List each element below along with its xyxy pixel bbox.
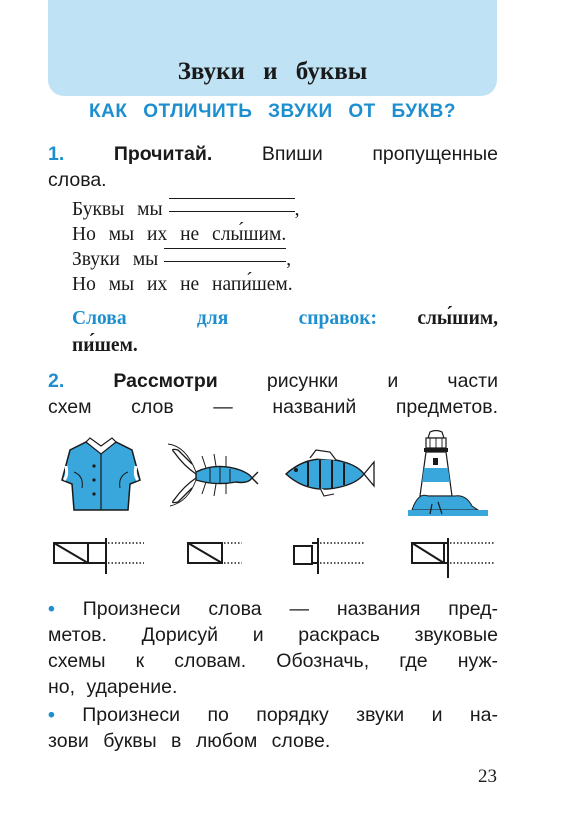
crayfish-icon — [166, 442, 260, 508]
task-2-lead: Рассмотри — [113, 370, 218, 392]
poem — [72, 197, 299, 297]
reference-word-2: пи́шем. — [72, 335, 138, 356]
task-2-number: 2. — [48, 370, 65, 392]
sound-scheme-3[interactable] — [292, 537, 366, 575]
task-2-text-cont: схем слов — названий предметов. — [48, 396, 498, 418]
bullet-instruction-1: • Произнеси слова — названия пред- метов. Дорисуй и раскрась звуковые схемы к словам. Обозначь, где нуж- но, ударение. — [48, 598, 498, 698]
sound-scheme-2[interactable] — [186, 540, 244, 570]
task-2-instruction — [48, 368, 498, 420]
coat-icon — [58, 436, 144, 516]
poem-line-3: Звуки мы , — [72, 249, 292, 270]
poem-line-2: Но мы их не слы́шим. — [72, 224, 287, 245]
task-1-lead: Прочитай. — [113, 143, 213, 165]
bullet-dot-icon: • — [48, 598, 55, 620]
task-1-text: Впиши пропущенные — [261, 143, 498, 165]
bullet-dot-icon: • — [48, 704, 55, 726]
poem-line-1: Буквы мы , — [72, 199, 300, 220]
task-1-text-cont: слова. — [48, 169, 107, 191]
bullet-instruction-2: • Произнеси по порядку звуки и на- зови буквы в любом слове. — [48, 704, 498, 752]
lighthouse-icon — [408, 430, 488, 522]
poem-line-4: Но мы их не напи́шем. — [72, 274, 293, 295]
reference-words — [72, 305, 498, 359]
task-1-instruction — [48, 141, 498, 193]
blank-line-1[interactable] — [169, 198, 295, 212]
reference-word-1: слы́шим, — [417, 308, 498, 329]
fish-icon — [280, 448, 376, 500]
reference-label: Слова для справок: — [72, 308, 377, 329]
blank-line-2[interactable] — [164, 248, 286, 262]
page-number: 23 — [478, 766, 497, 787]
task-2-text: рисунки и части — [266, 370, 498, 392]
sound-scheme-1[interactable] — [52, 537, 146, 575]
page-title: Звуки и буквы — [177, 58, 368, 85]
page-subtitle: КАК ОТЛИЧИТЬ ЗВУКИ ОТ БУКВ? — [89, 101, 456, 122]
task-1-number: 1. — [48, 143, 65, 165]
sound-scheme-4[interactable] — [410, 537, 496, 579]
